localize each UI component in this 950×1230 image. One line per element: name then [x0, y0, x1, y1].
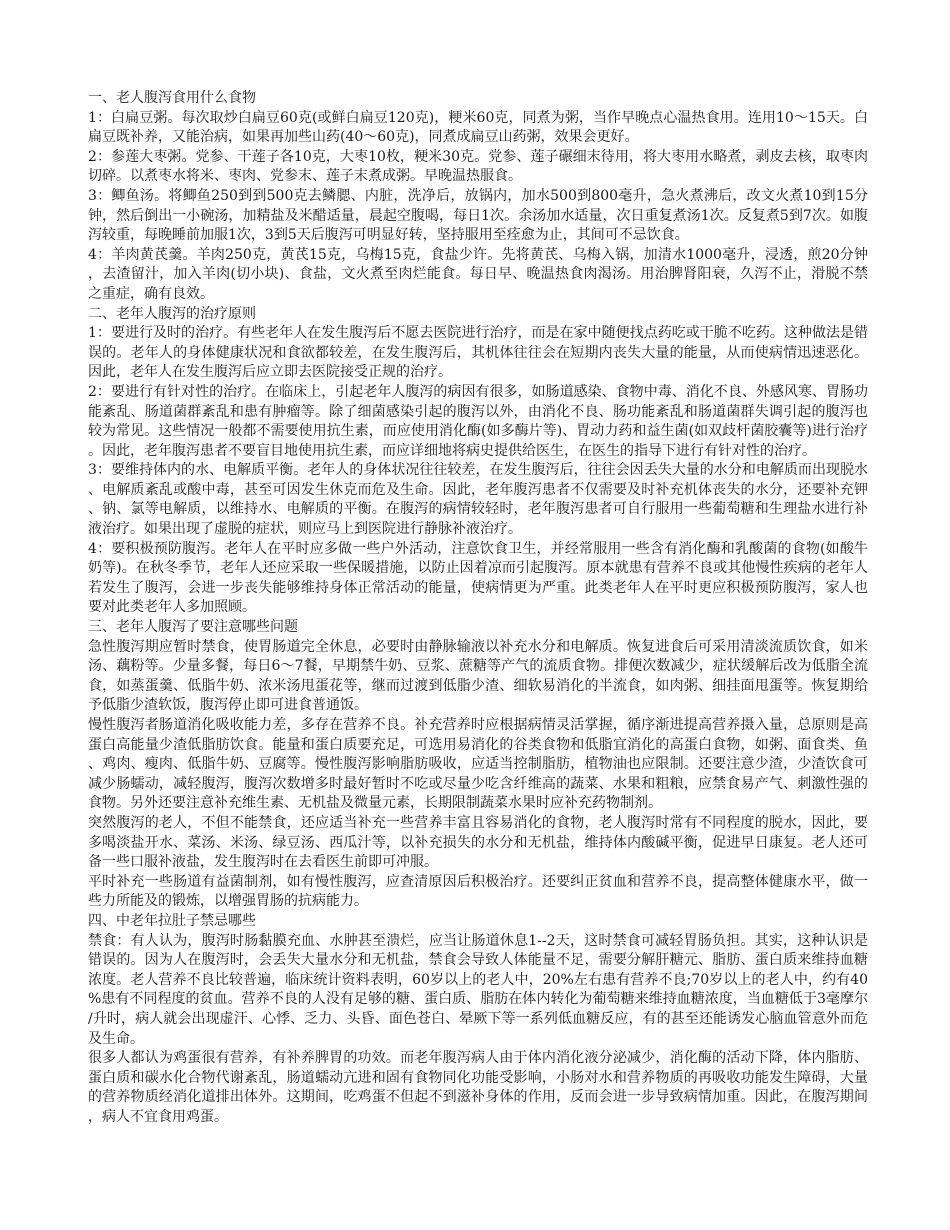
- section-heading: 一、老人腹泻食用什么食物: [88, 90, 256, 106]
- paragraph: 慢性腹泻者肠道消化吸收能力差，多存在营养不良。补充营养时应根据病情灵活掌握，循序渐进提高营养摄入量，总原则是高蛋白高能量少渣低脂肪饮食。能量和蛋白质要充足，可选用易消化的谷类食物和低脂宜消化的高蛋白食物，如粥、面食类、鱼、鸡肉、瘦肉、低脂牛奶、豆腐等。慢性腹泻影响脂肪吸收，应适当控制脂肪，植物油也应限制。还要注意少渣，少渣饮食可减少肠蠕动，减轻腹泻，腹泻次数增多时最好暂时不吃或尽量少吃含纤维高的蔬菜、水果和粗粮，应禁食易产气、刺激性强的食物。另外还要注意补充维生素、无机盐及微量元素，长期限制蔬菜水果时应补充药物制剂。: [88, 717, 868, 812]
- section-heading: 三、老年人腹泻了要注意哪些问题: [88, 619, 298, 636]
- article-body: [88, 89, 868, 1127]
- paragraph: 突然腹泻的老人，不但不能禁食，还应适当补充一些营养丰富且容易消化的食物，老人腹泻时常有不同程度的脱水，因此，要多喝淡盐开水、菜汤、米汤、绿豆汤、西瓜汁等，以补充损失的水分和无机盐，维持体内酸碱平衡，促进早日康复。老人还可备一些口服补液盐，发生腹泻时在去看医生前即可冲服。: [88, 814, 868, 871]
- paragraph: 4：要积极预防腹泻。老年人在平时应多做一些户外活动，注意饮食卫生，并经常服用一些含有消化酶和乳酸菌的食物(如酸牛奶等)。在秋冬季节，老年人还应采取一些保暖措施，以防止因着凉而引起腹泻。原本就患有营养不良或其他慢性疾病的老年人若发生了腹泻，会进一步丧失能够维持身体正常活动的能量，使病情更为严重。此类老年人在平时更应积极预防腹泻，家人也要对此类老年人多加照顾。: [88, 540, 868, 616]
- paragraph: 很多人都认为鸡蛋很有营养，有补养脾胃的功效。而老年腹泻病人由于体内消化液分泌减少，消化酶的活动下降，体内脂肪、蛋白质和碳水化合物代谢紊乱，肠道蠕动亢进和固有食物同化功能受影响，小肠对水和营养物质的再吸收功能发生障碍，大量的营养物质经消化道排出体外。这期间，吃鸡蛋不但起不到滋补身体的作用，反而会进一步导致病情加重。因此，在腹泻期间，病人不宜食用鸡蛋。: [88, 1050, 868, 1125]
- section-heading: 二、老年人腹泻的治疗原则: [88, 305, 256, 322]
- paragraph: 3：要维持体内的水、电解质平衡。老年人的身体状况往往较差，在发生腹泻后，往往会因丢失大量的水分和电解质而出现脱水、电解质紊乱或酸中毒，甚至可因发生休克而危及生命。因此，老年腹泻患者不仅需要及时补充机体丧失的水分，还要补充钾、钠、氯等电解质，以维持水、电解质的平衡。在腹泻的病情较轻时，老年腹泻患者可自行服用一些葡萄糖和生理盐水进行补液治疗。如果出现了虚脱的症状，则应马上到医院进行静脉补液治疗。: [88, 462, 868, 538]
- paragraph: 平时补充一些肠道有益菌制剂，如有慢性腹泻，应查清原因后积极治疗。还要纠正贫血和营养不良，提高整体健康水平，做一些力所能及的锻炼，以增强胃肠的抗病能力。: [88, 873, 868, 910]
- paragraph: 1：要进行及时的治疗。有些老年人在发生腹泻后不愿去医院进行治疗，而是在家中随便找点药吃或干脆不吃药。这种做法是错误的。老年人的身体健康状况和食欲都较差，在发生腹泻后，其机体往往会在短期内丧失大量的能量，从而使病情迅速恶化。因此，老年人在发生腹泻后应立即去医院接受正规的治疗。: [88, 325, 868, 381]
- paragraph: 禁食：有人认为，腹泻时肠黏膜充血、水肿甚至溃烂，应当让肠道休息1--2天，这时禁食可减轻胃肠负担。其实，这种认识是错误的。因为人在腹泻时，会丢失大量水分和无机盐，禁食会导致人体能量不足，需要分解肝糖元、脂肪、蛋白质来维持血糖浓度。老人营养不良比较普遍，临床统计资料表明，60岁以上的老人中，20%左右患有营养不良;70岁以上的老人中，约有40%患有不同程度的贫血。营养不良的人没有足够的糖、蛋白质、脂肪在体内转化为葡萄糖来维持血糖浓度，当血糖低于3毫摩尔/升时，病人就会出现虚汗、心悸、乏力、头昏、面色苍白、晕厥下等一系列低血糖反应，有的甚至还能诱发心脑血管意外而危及生命。: [88, 932, 868, 1047]
- paragraph: 急性腹泻期应暂时禁食，使胃肠道完全休息，必要时由静脉输液以补充水分和电解质。恢复进食后可采用清淡流质饮食，如米汤、藕粉等。少量多餐，每日6～7餐，早期禁牛奶、豆浆、蔗糖等产气的流质食物。排便次数减少，症状缓解后改为低脂全流食，如蒸蛋羹、低脂牛奶、浓米汤甩蛋花等，继而过渡到低脂少渣、细软易消化的半流食，如肉粥、细挂面甩蛋等。恢复期给予低脂少渣软饭，腹泻停止即可进食普通饭。: [88, 638, 868, 714]
- paragraph: 3：鲫鱼汤。将鲫鱼250到到500克去鳞腮、内脏，洗净后，放锅内，加水500到800毫升，急火煮沸后，改文火煮10到15分钟，然后倒出一小碗汤，加精盐及米醋适量，晨起空腹喝，每日1次。余汤加水适量，次日重复煮汤1次。反复煮5到7次。如腹泻较重，每晚睡前加服1次，3到5天后腹泻可明显好转，坚持服用至痊愈为止，其间可不忌饮食。: [88, 187, 868, 244]
- paragraph: 1：白扁豆粥。每次取炒白扁豆60克(或鲜白扁豆120克)，粳米60克，同煮为粥，当作早晚点心温热食用。连用10～15天。白扁豆既补养，又能治病，如果再加些山药(40～60克)，同煮成扁豆山药粥，效果会更好。: [88, 109, 868, 146]
- paragraph: 2：要进行有针对性的治疗。在临床上，引起老年人腹泻的病因有很多，如肠道感染、食物中毒、消化不良、外感风寒、胃肠功能紊乱、肠道菌群紊乱和患有肿瘤等。除了细菌感染引起的腹泻以外，由消化不良、肠功能紊乱和肠道菌群失调引起的腹泻也较为常见。这些情况一般都不需要使用抗生素，而应使用消化酶(如多酶片等)、胃动力药和益生菌(如双歧杆菌胶囊等)进行治疗。因此，老年腹泻患者不要盲目地使用抗生素，而应详细地将病史提供给医生，在医生的指导下进行有针对性的治疗。: [88, 383, 868, 459]
- paragraph: 4：羊肉黄芪羹。羊肉250克，黄芪15克，乌梅15克，食盐少许。先将黄芪、乌梅入锅，加清水1000毫升，浸透，煎20分钟，去渣留汁，加入羊肉(切小块)、食盐，文火煮至肉烂能食。每日早、晚温热食肉渴汤。用治脾肾阳衰，久泻不止，滑脱不禁之重症，确有良效。: [88, 246, 868, 302]
- paragraph: 2：参莲大枣粥。党参、干莲子各10克，大枣10枚，粳米30克。党参、莲子碾细末待用，将大枣用水略煮，剥皮去核，取枣肉切碎。以煮枣水将米、枣肉、党参末、莲子末煮成粥。早晚温热服食。: [88, 148, 868, 185]
- section-heading: 四、中老年拉肚子禁忌哪些: [88, 912, 256, 929]
